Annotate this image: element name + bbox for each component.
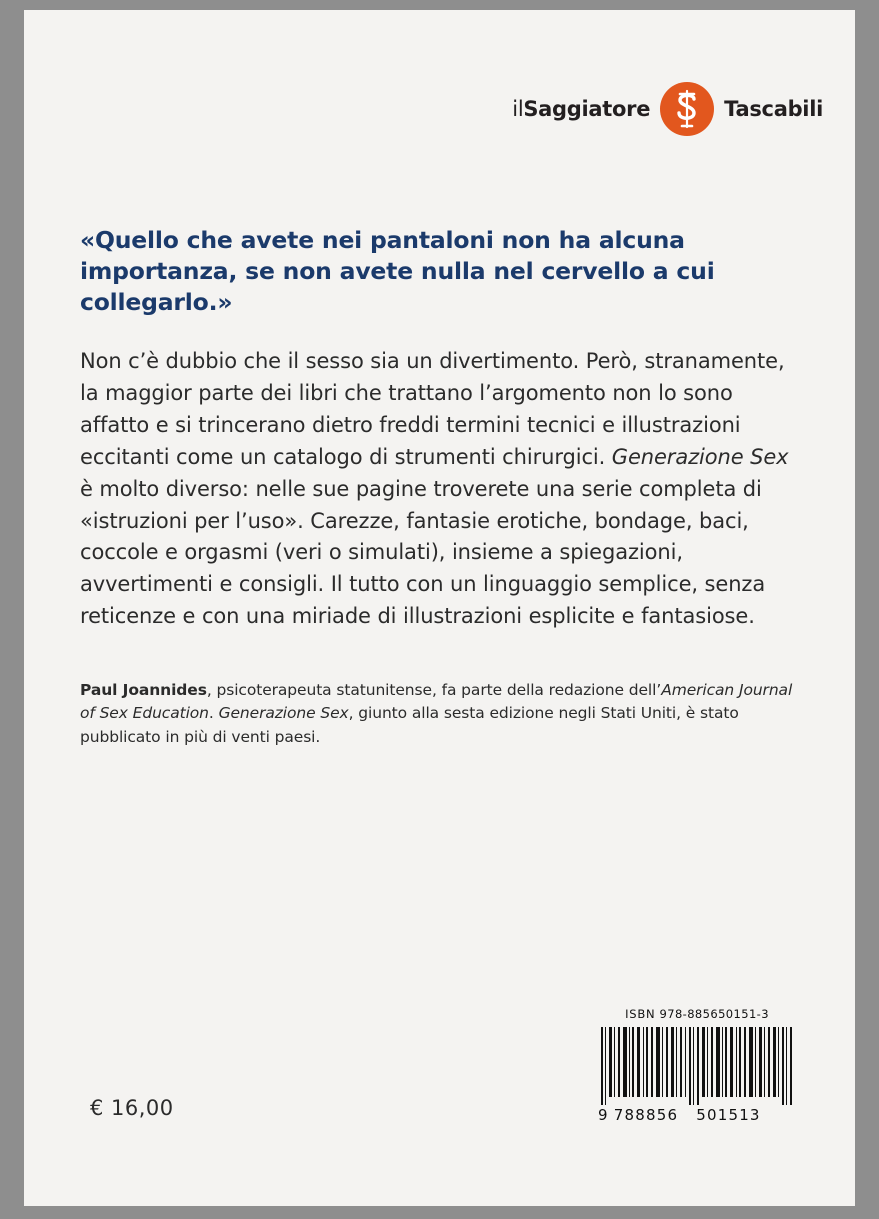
isbn-label: ISBN [625, 1007, 656, 1021]
bio-book-title: Generazione Sex [218, 704, 349, 723]
pull-quote: «Quello che avete nei pantaloni non ha alcuna importanza, se non avete nulla nel cervello a cui collegarlo.» [80, 226, 715, 317]
barcode-bars-icon [597, 1027, 797, 1105]
publisher-series-name: Tascabili [724, 97, 823, 121]
author-bio [80, 679, 800, 749]
bio-text-2: . [208, 704, 219, 723]
barcode-digits-right: 501513 [696, 1106, 761, 1124]
bio-text-3: , giunto alla sesta edizione negli Stati Uniti, è stato pubblicato in più di venti paesi. [80, 704, 739, 746]
blurb-text-1: Non c’è dubbio che il sesso sia un divertimento. Però, stranamente, la maggior parte dei libri che trattano l’argomento non lo sono affatto e si trincerano dietro freddi termini tecnici e illustrazioni eccitanti come un catalogo di strumenti chirurgici. [80, 349, 785, 469]
publisher-logo [512, 82, 823, 136]
saggiatore-s-logomark-icon [660, 82, 714, 136]
back-cover-text [80, 225, 800, 764]
barcode-digits [597, 1106, 797, 1124]
publisher-name-main: Saggiatore [523, 97, 651, 121]
barcode-block [597, 1007, 797, 1124]
isbn-line [597, 1007, 797, 1021]
blurb-text-2: è molto diverso: nelle sue pagine troverete una serie completa di «istruzioni per l’uso». Carezze, fantasie erotiche, bondage, baci, coccole e orgasmi (veri o simulati), insieme a spiegazioni, avvertimenti e consigli. Il tutto con un linguaggio semplice, senza reticenze e con una miriade di illustrazioni esplicite e fantasiose. [80, 476, 766, 629]
bio-journal-title: American Journal of Sex Education [80, 681, 793, 723]
back-cover-page [24, 10, 855, 1206]
publisher-name-left [512, 97, 650, 121]
isbn-number: 978-885650151-3 [659, 1007, 769, 1021]
barcode-digits-left: 788856 [613, 1106, 679, 1124]
author-name: Paul Joannides [80, 681, 207, 700]
bio-text-1: , psicoterapeuta statunitense, fa parte della redazione dell’ [206, 681, 662, 700]
price-label: € 16,00 [90, 1096, 174, 1120]
blurb-paragraph [80, 346, 800, 633]
barcode-digit-lead: 9 [598, 1106, 609, 1124]
publisher-name-prefix: il [512, 97, 524, 121]
blurb-book-title: Generazione Sex [611, 444, 789, 469]
